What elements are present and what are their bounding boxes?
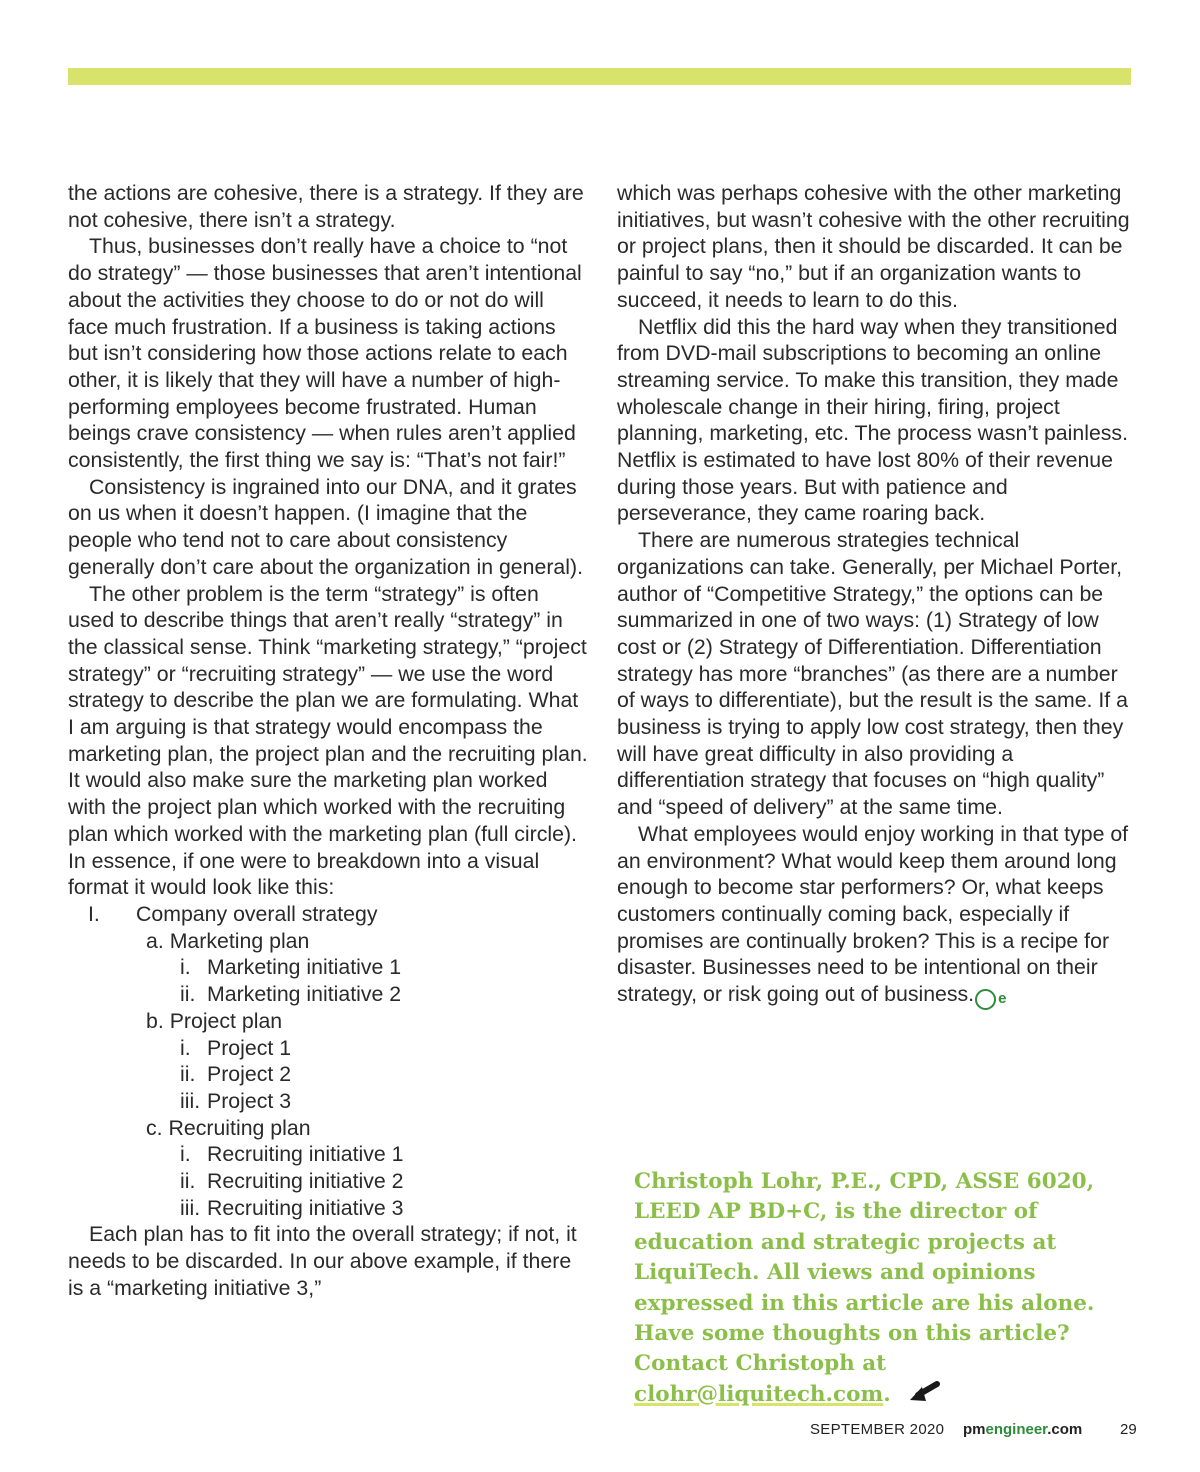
outline-item: iii. Recruiting initiative 3 bbox=[180, 1195, 404, 1220]
left-paragraph-3: Consistency is ingrained into our DNA, and it grates on us when it doesn’t happen. (I imagine that the people who tend not to care about consistency generally don’t care about the organization in general). bbox=[68, 474, 584, 579]
strategy-outline bbox=[68, 901, 588, 1221]
left-column bbox=[68, 180, 588, 1302]
left-paragraph-4: The other problem is the term “strategy” is often used to describe things that aren’t really “strategy” in the classical sense. Think “marketing strategy,” “project strategy” or “recruiting strategy” — we use the word strategy to describe the plan we are formulating. What I am arguing is that strategy would encompass the marketing plan, the project plan and the recruiting plan. It would also make sure the marketing plan worked with the project plan which worked with the recruiting plan which worked with the marketing plan (full circle). In essence, if one were to breakdown into a visual format it would look like this: bbox=[68, 581, 588, 900]
end-of-article-icon: e bbox=[975, 989, 996, 1010]
footer-page-number: 29 bbox=[1120, 1421, 1137, 1438]
outline-item: ii. Project 2 bbox=[180, 1062, 292, 1087]
outline-item: i. Marketing initiative 1 bbox=[180, 955, 402, 980]
footer-website: pmengineer.com bbox=[963, 1421, 1083, 1438]
top-accent-bar bbox=[68, 68, 1131, 85]
right-paragraph-3: There are numerous strategies technical organizations can take. Generally, per Michael Porter, author of “Competitive Strategy,” the options can be summarized in one of two ways: (1) Strategy of low cost or (2) Strategy of Differentiation. Differentiation strategy has more “branches” (as there are a number of ways to differentiate), but the result is the same. If a business is trying to apply low cost strategy, then they will have great difficulty in also providing a differentiation strategy that focuses on “high quality” and “speed of delivery” at the same time. bbox=[617, 528, 1128, 820]
right-paragraph-1: which was perhaps cohesive with the other marketing initiatives, but wasn’t cohesive with the other recruiting or project plans, then it should be discarded. It can be painful to say “no,” but if an organization wants to succeed, it needs to learn to do this. bbox=[617, 181, 1130, 312]
right-paragraph-2: Netflix did this the hard way when they transitioned from DVD-mail subscriptions to becoming an online streaming service. To make this transition, they made wholescale change in their hiring, firing, project planning, marketing, etc. The process wasn’t painless. Netflix is estimated to have lost 80% of their revenue during those years. But with patience and perseverance, they came roaring back. bbox=[617, 314, 1129, 526]
arrow-icon bbox=[906, 1381, 940, 1414]
outline-item: iii. Project 3 bbox=[180, 1088, 292, 1113]
author-bio bbox=[634, 1167, 1144, 1414]
outline-item: i. Project 1 bbox=[180, 1035, 292, 1060]
footer-issue-date: SEPTEMBER 2020 bbox=[810, 1421, 945, 1438]
author-bio-period: . bbox=[883, 1381, 891, 1407]
left-paragraph-5: Each plan has to fit into the overall strategy; if not, it needs to be discarded. In our above example, if there is a “marketing initiative 3,” bbox=[68, 1222, 577, 1300]
outline-item: ii. Marketing initiative 2 bbox=[180, 982, 402, 1007]
outline-item: ii. Recruiting initiative 2 bbox=[180, 1169, 404, 1194]
author-email-link[interactable]: clohr@liquitech.com bbox=[634, 1381, 884, 1407]
outline-item: i. Recruiting initiative 1 bbox=[180, 1142, 404, 1167]
left-paragraph-2: Thus, businesses don’t really have a choice to “not do strategy” — those businesses that aren’t intentional about the activities they choose to do or not do will face much frustration. If a business is taking actions but isn’t considering how those actions relate to each other, it is likely that they will have a number of high-performing employees become frustrated. Human beings crave consistency — when rules aren’t applied consistently, the first thing we say is: “That’s not fair!” bbox=[68, 234, 582, 473]
right-column bbox=[617, 180, 1137, 1010]
outline-item: c. Recruiting plan bbox=[146, 1115, 311, 1140]
right-paragraph-4 bbox=[617, 821, 1137, 1010]
left-paragraph-1: the actions are cohesive, there is a strategy. If they are not cohesive, there isn’t a strategy. bbox=[68, 181, 584, 232]
right-paragraph-4-text: What employees would enjoy working in that type of an environment? What would keep them around long enough to become star performers? Or, what keeps customers continually coming back, especially if promises are continually broken? This is a recipe for disaster. Businesses need to be intentional on their strategy, or risk going out of business. bbox=[617, 821, 1129, 1007]
outline-item: a. Marketing plan bbox=[146, 928, 310, 953]
outline-item: b. Project plan bbox=[146, 1008, 283, 1033]
author-bio-text: Christoph Lohr, P.E., CPD, ASSE 6020, LEED AP BD+C, is the director of education and strategic projects at LiquiTech. All views and opinions expressed in this article are his alone. Have some thoughts on this article? Contact Christoph at bbox=[634, 1169, 1095, 1377]
outline-item: I. Company overall strategy bbox=[88, 901, 378, 926]
